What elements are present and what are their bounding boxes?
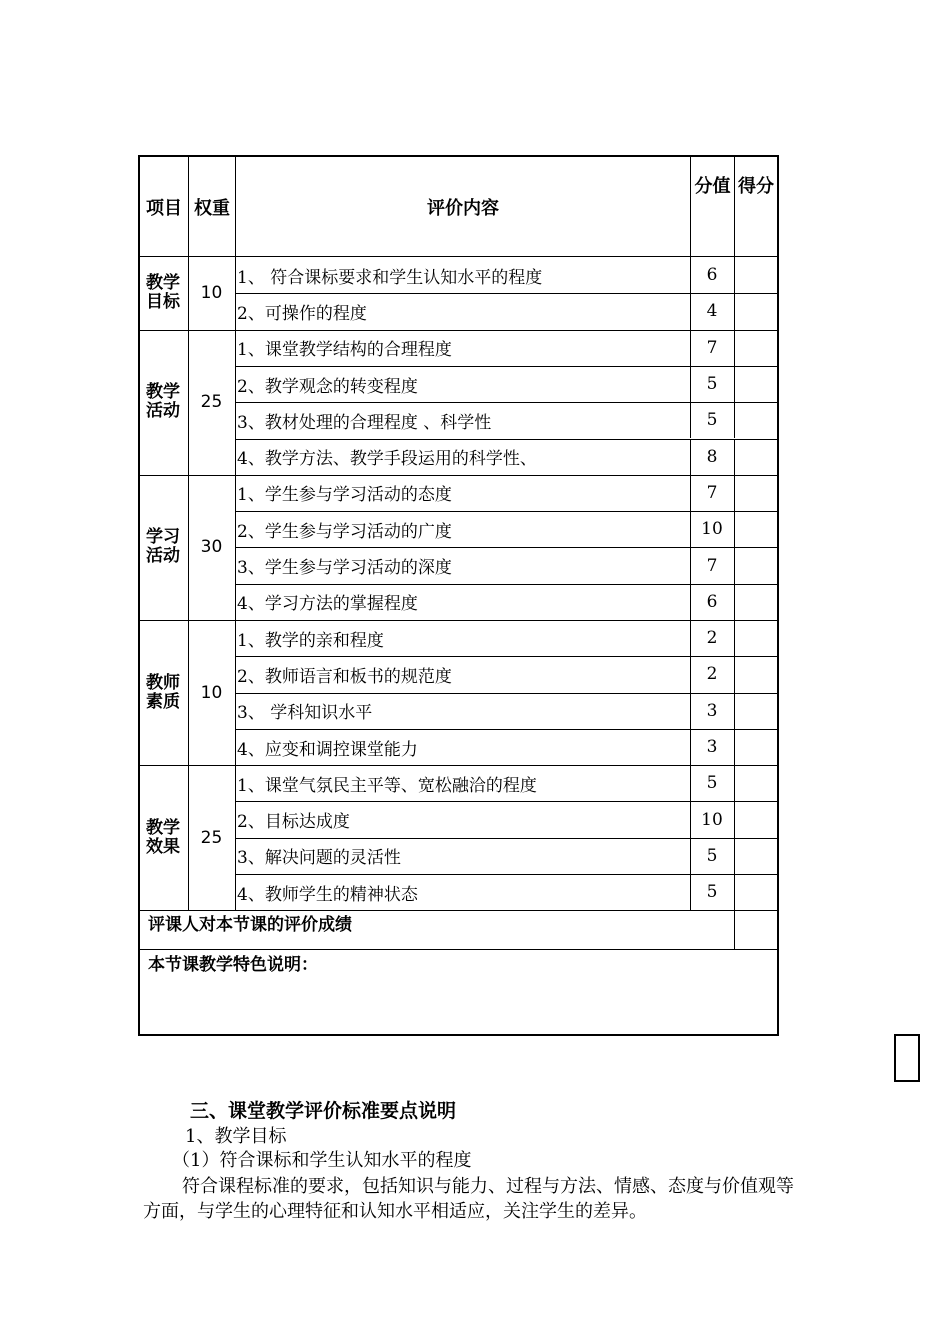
category-label <box>140 620 186 765</box>
category-label-part: 教学 <box>146 273 180 294</box>
paragraph-line-2: 方面，与学生的心理特征和认知水平相适应，关注学生的差异。 <box>143 1201 647 1222</box>
score-got-cell[interactable] <box>734 257 779 293</box>
subtitle-teaching-goal: 1、教学目标 <box>185 1126 287 1147</box>
score-value: 3 <box>706 700 718 721</box>
criteria-item: 3、学生参与学习活动的深度 <box>237 558 452 579</box>
weight-value: 25 <box>200 827 223 848</box>
subtitle-curriculum-fit: （1）符合课标和学生认知水平的程度 <box>172 1150 472 1171</box>
score-got-cell[interactable] <box>734 547 779 583</box>
header-score-got: 得分 <box>738 176 774 197</box>
criteria-item: 4、教学方法、教学手段运用的科学性、 <box>237 449 537 470</box>
score-value: 7 <box>706 555 718 576</box>
score-value: 4 <box>706 301 718 322</box>
weight-value: 10 <box>200 682 223 703</box>
category-label-part: 活动 <box>146 546 180 567</box>
score-value: 5 <box>706 845 718 866</box>
score-got-cell[interactable] <box>734 620 779 656</box>
score-got-cell[interactable] <box>734 802 779 838</box>
paragraph-line-1: 符合课程标准的要求，包括知识与能力、过程与方法、情感、态度与价值观等 <box>182 1176 794 1197</box>
header-weight: 权重 <box>194 198 230 219</box>
category-label-part: 学习 <box>146 527 180 548</box>
criteria-item: 1、学生参与学习活动的态度 <box>237 485 452 506</box>
score-got-cell[interactable] <box>734 330 779 366</box>
header-content: 评价内容 <box>427 198 499 219</box>
score-value: 6 <box>706 591 718 612</box>
score-got-cell[interactable] <box>734 838 779 874</box>
margin-box <box>894 1034 920 1082</box>
category-label-part: 教学 <box>146 382 180 403</box>
score-got-cell[interactable] <box>734 366 779 402</box>
category-label-part: 素质 <box>146 691 180 712</box>
weight-value: 25 <box>200 392 223 413</box>
score-value: 7 <box>706 337 718 358</box>
category-label-part: 教学 <box>146 817 180 838</box>
category-label <box>140 330 186 475</box>
score-value: 8 <box>706 446 718 467</box>
category-label-part: 活动 <box>146 401 180 422</box>
score-value: 5 <box>706 374 718 395</box>
score-value: 5 <box>706 882 718 903</box>
category-label <box>140 257 186 330</box>
weight-value: 10 <box>200 283 223 304</box>
category-label <box>140 475 186 620</box>
category-label-part: 目标 <box>146 292 180 313</box>
criteria-item: 2、教师语言和板书的规范度 <box>237 666 452 687</box>
score-got-cell[interactable] <box>734 874 779 910</box>
criteria-item: 2、教学观念的转变程度 <box>237 376 418 397</box>
score-got-cell[interactable] <box>734 656 779 692</box>
score-got-cell[interactable] <box>734 511 779 547</box>
score-value: 10 <box>701 809 723 830</box>
criteria-item: 2、学生参与学习活动的广度 <box>237 521 452 542</box>
score-got-cell[interactable] <box>734 293 779 329</box>
weight-value: 30 <box>200 537 223 558</box>
score-got-cell[interactable] <box>734 729 779 765</box>
score-value: 3 <box>706 737 718 758</box>
criteria-item: 3、教材处理的合理程度 、科学性 <box>237 412 492 433</box>
feature-description-label: 本节课教学特色说明： <box>148 954 318 975</box>
criteria-item: 4、教师学生的精神状态 <box>237 884 418 905</box>
criteria-item: 1、课堂教学结构的合理程度 <box>237 340 452 361</box>
criteria-item: 1、课堂气氛民主平等、宽松融洽的程度 <box>237 775 537 796</box>
total-score-label: 评课人对本节课的评价成绩 <box>148 914 352 935</box>
header-project: 项目 <box>146 198 182 219</box>
section-title: 三、课堂教学评价标准要点说明 <box>190 1100 457 1122</box>
score-value: 6 <box>706 265 718 286</box>
score-value: 5 <box>706 773 718 794</box>
criteria-item: 1、 符合课标要求和学生认知水平的程度 <box>237 267 543 288</box>
criteria-item: 3、解决问题的灵活性 <box>237 848 401 869</box>
score-got-cell[interactable] <box>734 402 779 438</box>
score-value: 10 <box>701 519 723 540</box>
header-score-value: 分值 <box>694 176 731 197</box>
criteria-item: 4、学习方法的掌握程度 <box>237 594 418 615</box>
criteria-item: 3、 学科知识水平 <box>237 703 373 724</box>
category-label-part: 教师 <box>146 672 180 693</box>
criteria-item: 1、教学的亲和程度 <box>237 630 384 651</box>
criteria-item: 4、应变和调控课堂能力 <box>237 739 418 760</box>
criteria-item: 2、目标达成度 <box>237 812 350 833</box>
score-value: 5 <box>706 410 718 431</box>
score-got-cell[interactable] <box>734 693 779 729</box>
score-got-cell[interactable] <box>734 439 779 475</box>
score-got-cell[interactable] <box>734 765 779 801</box>
score-value: 7 <box>706 482 718 503</box>
score-value: 2 <box>706 664 718 685</box>
criteria-item: 2、可操作的程度 <box>237 303 367 324</box>
score-got-cell[interactable] <box>734 584 779 620</box>
score-got-cell[interactable] <box>734 475 779 511</box>
category-label-part: 效果 <box>146 836 180 857</box>
score-value: 2 <box>706 628 718 649</box>
category-label <box>140 765 186 910</box>
